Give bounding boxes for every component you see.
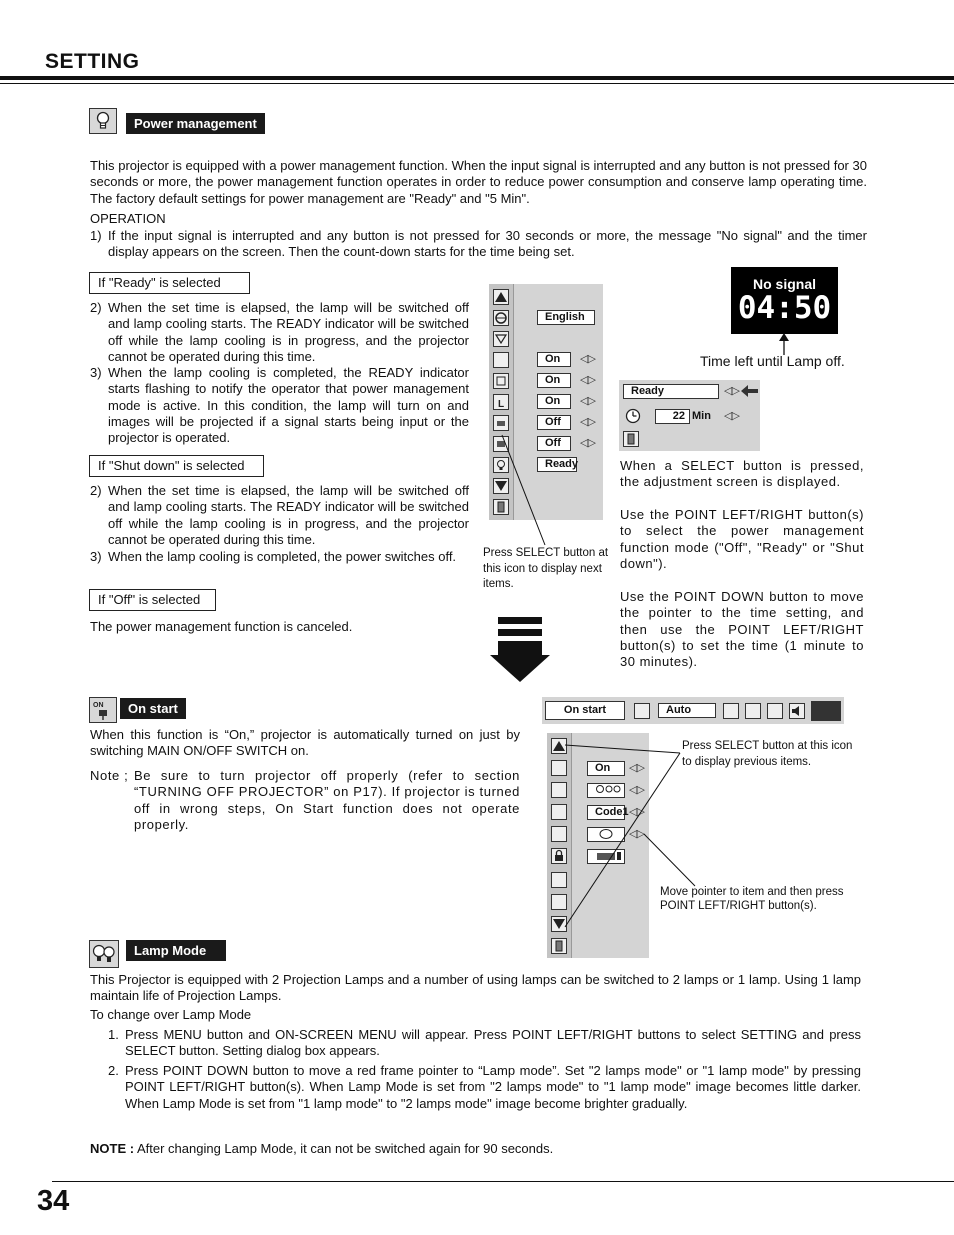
ceiling-icon[interactable] bbox=[493, 415, 509, 431]
lamp-mode-text: This Projector is equipped with 2 Projection Lamps and a number of using lamps can be switched to 2 lamps or 1 lamp. Using 1 lamp maintain life of Projection Lamps. bbox=[90, 972, 861, 1004]
menu-value[interactable]: Off bbox=[537, 415, 571, 430]
lamp-step-1 bbox=[90, 1027, 861, 1060]
menu-value[interactable]: On bbox=[537, 352, 571, 367]
ready-item-3 bbox=[90, 365, 469, 446]
no-signal-display bbox=[731, 267, 838, 334]
on-start-icon-text: ON bbox=[93, 702, 104, 709]
left-right-arrows-icon[interactable]: ◁▷ bbox=[580, 437, 595, 449]
operation-heading: OPERATION bbox=[90, 211, 166, 226]
shutdown-item-2 bbox=[90, 483, 469, 548]
svg-text:L: L bbox=[498, 399, 505, 409]
remote-code-value[interactable]: Code1 bbox=[587, 805, 625, 820]
exit-door-icon[interactable] bbox=[623, 431, 639, 447]
no-signal-text: No signal bbox=[752, 276, 816, 292]
left-right-arrows-icon[interactable]: ◁▷ bbox=[629, 828, 644, 840]
lamp-mode-label: Lamp Mode bbox=[126, 940, 226, 961]
lamp-change-heading: To change over Lamp Mode bbox=[90, 1007, 252, 1022]
header-rule-thin bbox=[0, 83, 954, 84]
left-right-arrows-icon[interactable]: ◁▷ bbox=[580, 374, 595, 386]
minutes-unit: Min bbox=[692, 410, 711, 422]
exit-door-icon[interactable] bbox=[551, 938, 567, 954]
item-text: When the set time is elapsed, the lamp will be switched off and lamp cooling starts. The READY indicator will be switched off while the lamp cooling is in progress, and the projector cannot be operated during this time. bbox=[108, 300, 469, 364]
step-number: 1. bbox=[108, 1027, 119, 1042]
note-text: Be sure to turn projector off properly (refer to section “TURNING OFF PROJECTOR” on P17). If projector is turned off in wrong steps, On Start function does not operate properly. bbox=[134, 768, 520, 832]
lamp-step-2 bbox=[90, 1063, 861, 1112]
power-intro: This projector is equipped with a power management function. When the input signal is interrupted and any button is not pressed for 30 seconds or more, the power management function operates in order to reduce power consumption and conserve lamp operating time. The factory default settings for power management are "Ready" and "5 Min". bbox=[90, 158, 867, 206]
left-right-arrows-icon[interactable]: ◁▷ bbox=[629, 806, 644, 818]
step-text: If the input signal is interrupted and any button is not pressed for 30 seconds or more, the message "No signal" and the timer display appears on the screen. Then the count-down starts for the time being set. bbox=[108, 228, 867, 260]
lamp-bulb-icon bbox=[89, 108, 117, 134]
on-start-label: On start bbox=[120, 698, 186, 719]
right-paragraph-1: When a SELECT button is pressed, the adjustment screen is displayed. bbox=[620, 458, 864, 490]
step-number: 2. bbox=[108, 1063, 119, 1078]
operation-step-1 bbox=[90, 228, 867, 261]
lamp-mode-section-icon bbox=[89, 940, 119, 968]
left-right-arrows-icon[interactable]: ◁▷ bbox=[580, 395, 595, 407]
left-right-arrows-icon[interactable]: ◁▷ bbox=[724, 385, 739, 397]
select-caption: Press SELECT button at this icon to display next items. bbox=[483, 547, 609, 590]
power-management-value[interactable]: Ready bbox=[537, 457, 577, 472]
ready-selected-box: If "Ready" is selected bbox=[89, 272, 250, 294]
step-number: 1) bbox=[90, 228, 102, 243]
language-value[interactable]: English bbox=[537, 310, 595, 325]
menu-value[interactable]: Off bbox=[537, 436, 571, 451]
note-text: After changing Lamp Mode, it can not be switched again for 90 seconds. bbox=[136, 1141, 554, 1156]
off-selected-box: If "Off" is selected bbox=[89, 589, 216, 611]
page-title: SETTING bbox=[45, 50, 140, 73]
previous-items-caption: Press SELECT button at this icon to display previous items. bbox=[682, 740, 853, 768]
setting-icon[interactable] bbox=[811, 701, 841, 721]
on-start-text: When this function is “On,” projector is automatically turned on just by switching MAIN ON/OFF SWITCH on. bbox=[90, 727, 520, 759]
left-right-arrows-icon[interactable]: ◁▷ bbox=[629, 784, 644, 796]
item-number: 3) bbox=[90, 549, 102, 564]
move-pointer-caption: Move pointer to item and then press POINT LEFT/RIGHT button(s). bbox=[660, 886, 844, 912]
on-start-value[interactable]: On bbox=[587, 761, 625, 776]
item-text: When the lamp cooling is completed, the READY indicator starts flashing to notify the operator that power management mode is active. In this condition, the lamp will turn on and images will be projected if a signal starts being input or the projector is operated. bbox=[108, 365, 469, 446]
page-number: 34 bbox=[37, 1185, 70, 1217]
right-paragraph-2: Use the POINT LEFT/RIGHT button(s) to select the power management function mode ("Off", "Ready" or "Shut down"). bbox=[620, 507, 864, 571]
pointer-up-icon[interactable] bbox=[493, 289, 509, 305]
on-start-menu-bar bbox=[542, 697, 844, 724]
item-text: When the lamp cooling is completed, the power switches off. bbox=[108, 549, 457, 564]
step-text: Press MENU button and ON-SCREEN MENU will appear. Press POINT LEFT/RIGHT buttons to select SETTING and press SELECT button. Setting dialog box appears. bbox=[125, 1027, 861, 1059]
input-icon[interactable] bbox=[634, 703, 650, 719]
left-right-arrows-icon[interactable]: ◁▷ bbox=[580, 353, 595, 365]
blue-back-icon[interactable] bbox=[493, 352, 509, 368]
sound-icon[interactable] bbox=[789, 703, 805, 719]
header-rule bbox=[0, 76, 954, 80]
return-arrow-icon[interactable] bbox=[741, 384, 759, 398]
item-number: 3) bbox=[90, 365, 102, 380]
screen-icon[interactable] bbox=[767, 703, 783, 719]
off-text: The power management function is canceled. bbox=[90, 619, 353, 634]
language-icon[interactable] bbox=[493, 310, 509, 326]
minutes-value[interactable]: 22 bbox=[655, 409, 690, 424]
lamp-note bbox=[90, 1141, 553, 1156]
adjust-icon[interactable] bbox=[745, 703, 761, 719]
power-mode-value[interactable]: Ready bbox=[623, 384, 719, 399]
note-label: NOTE : bbox=[90, 1141, 135, 1156]
item-number: 2) bbox=[90, 483, 102, 498]
on-start-note bbox=[90, 768, 520, 833]
image-icon[interactable] bbox=[723, 703, 739, 719]
logo-icon[interactable] bbox=[493, 394, 509, 410]
item-text: When the set time is elapsed, the lamp will be switched off and lamp cooling starts. The READY indicator will be switched off while the lamp cooling is in progress, and the projector cannot be operated during this time. bbox=[108, 483, 469, 547]
move-pointer-line bbox=[640, 830, 700, 890]
left-right-arrows-icon[interactable]: ◁▷ bbox=[724, 410, 739, 422]
menu-value[interactable]: On bbox=[537, 394, 571, 409]
big-down-arrow-icon bbox=[490, 617, 550, 683]
clock-icon bbox=[625, 408, 641, 424]
shutdown-selected-box: If "Shut down" is selected bbox=[89, 455, 264, 477]
on-start-icon bbox=[89, 697, 117, 723]
left-right-arrows-icon[interactable]: ◁▷ bbox=[580, 416, 595, 428]
shutdown-item-3 bbox=[90, 549, 469, 565]
footer-rule bbox=[52, 1181, 954, 1182]
input-mode-value[interactable]: Auto bbox=[658, 703, 716, 718]
menu-position-icon[interactable] bbox=[493, 331, 509, 347]
ready-item-2 bbox=[90, 300, 469, 365]
adjustment-screen bbox=[619, 380, 760, 451]
timer-value: 04:50 bbox=[737, 290, 832, 326]
caption-pointer-line bbox=[480, 430, 550, 550]
time-left-caption: Time left until Lamp off. bbox=[700, 353, 845, 369]
right-paragraph-3: Use the POINT DOWN button to move the pointer to the time setting, and then use the POINT LEFT/RIGHT button(s) to set the time (1 minute to 30 minutes). bbox=[620, 589, 864, 670]
power-management-label: Power management bbox=[126, 113, 265, 134]
left-right-arrows-icon[interactable]: ◁▷ bbox=[629, 762, 644, 774]
item-number: 2) bbox=[90, 300, 102, 315]
menu-bar-title: On start bbox=[545, 701, 625, 720]
menu-value[interactable]: On bbox=[537, 373, 571, 388]
note-label: Note ; bbox=[90, 768, 129, 783]
step-text: Press POINT DOWN button to move a red frame pointer to “Lamp mode”. Set "2 lamps mode" or "1 lamp mode" by pressing POINT LEFT/RIGHT button(s). When Lamp Mode is set from "2 lamps mode" to "1 lamp mode" image becomes little darker. When Lamp Mode is set from "1 lamp mode" to "2 lamps mode" image become brighter gradually. bbox=[125, 1063, 861, 1111]
display-icon[interactable] bbox=[493, 373, 509, 389]
